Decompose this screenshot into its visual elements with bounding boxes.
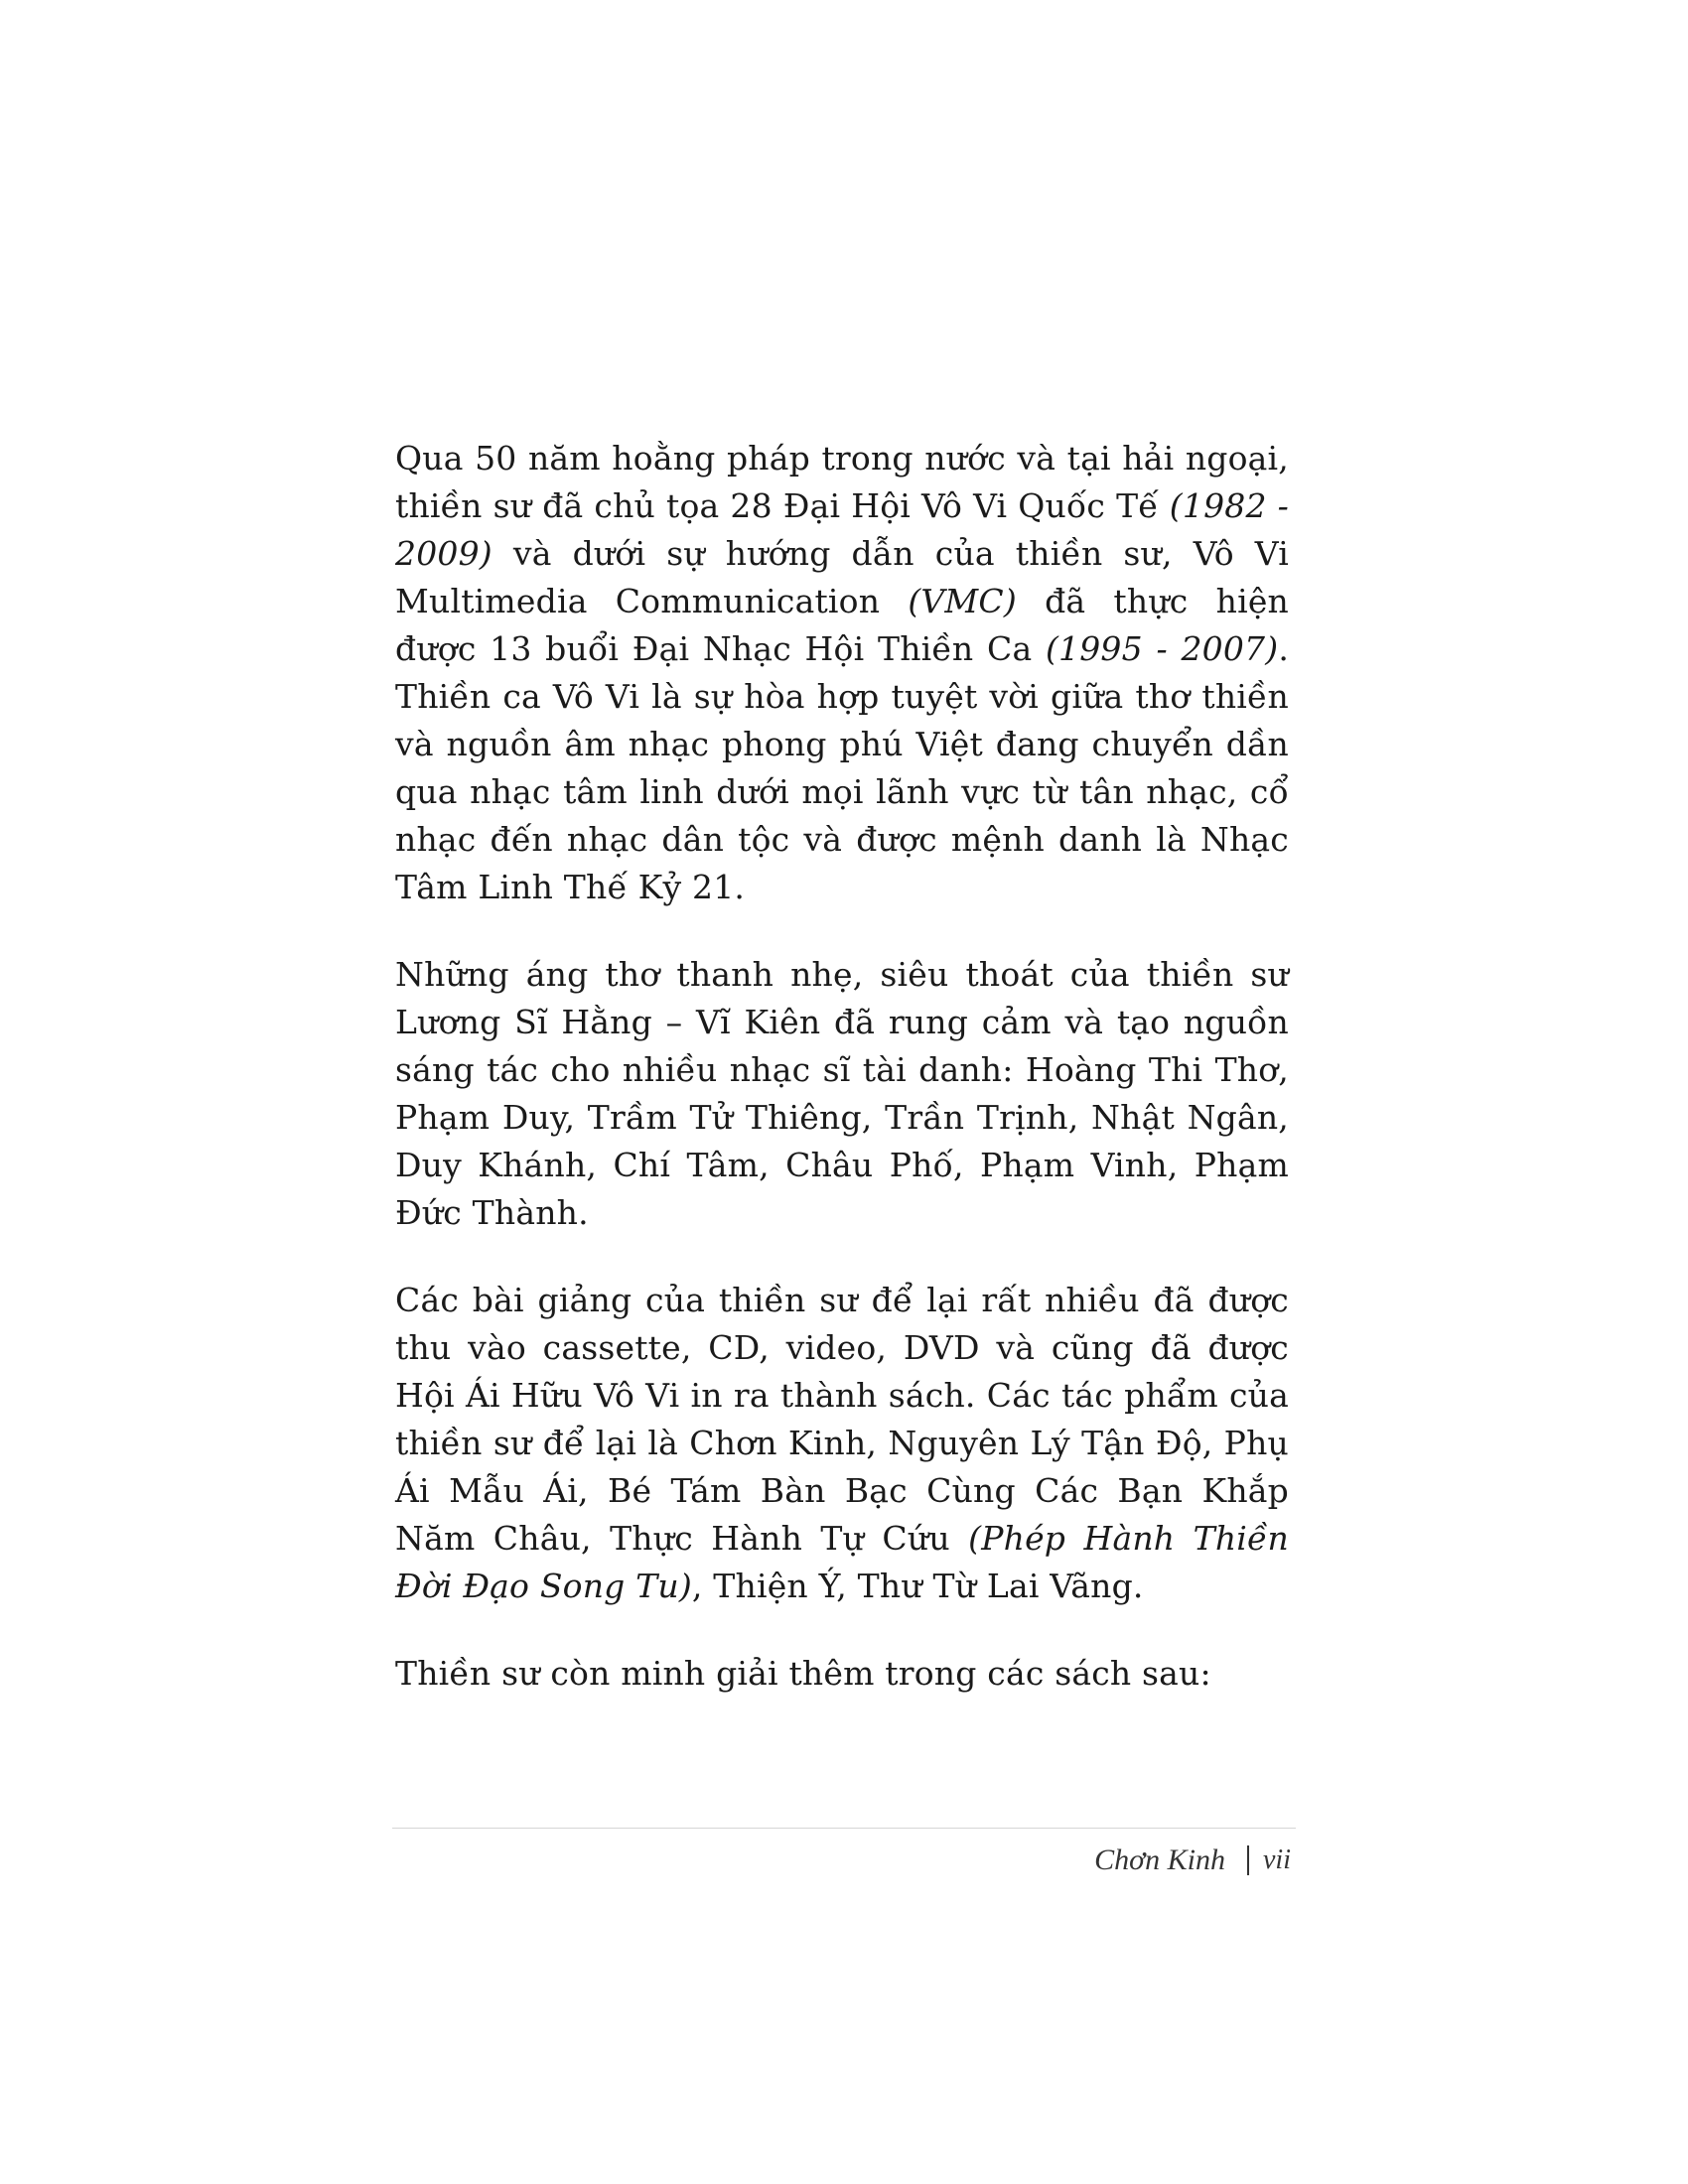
p1-text-4: . Thiền ca Vô Vi là sự hòa hợp tuyệt vời giữa thơ thiền và nguồn âm nhạc phong phú Việt đang chuyển dần qua nhạc tâm linh dưới mọi lãnh vực từ tân nhạc, cổ nhạc đến nhạc dân tộc và được mệnh danh là Nhạc Tâm Linh Thế Kỷ 21.: [395, 629, 1290, 906]
running-footer: [1094, 1839, 1291, 1882]
body-text: [395, 435, 1289, 1698]
footer-divider: [392, 1828, 1296, 1829]
p1-vmc-abbrev: (VMC): [908, 582, 1017, 620]
p3-text-2: , Thiện Ý, Thư Từ Lai Vãng.: [691, 1567, 1144, 1605]
page-number: vii: [1263, 1844, 1291, 1875]
paragraph-1: [395, 435, 1289, 911]
footer-book-title: Chơn Kinh: [1094, 1843, 1225, 1876]
p3-text-1: Các bài giảng của thiền sư để lại rất nhiều đã được thu vào cassette, CD, video, DVD và cũng đã được Hội Ái Hữu Vô Vi in ra thành sách. Các tác phẩm của thiền sư để lại là Chơn Kinh, Nguyên Lý Tận Độ, Phụ Ái Mẫu Ái, Bé Tám Bàn Bạc Cùng Các Bạn Khắp Năm Châu, Thực Hành Tự Cứu: [395, 1281, 1289, 1558]
p1-text-2: và dưới sự hướng dẫn của thiền sư, Vô Vi Multimedia Communication: [395, 534, 1289, 620]
p3-book-subtitle: (Phép Hành Thiền Đời Đạo Song Tu): [395, 1519, 1289, 1605]
paragraph-2: Những áng thơ thanh nhẹ, siêu thoát của thiền sư Lương Sĩ Hằng – Vĩ Kiên đã rung cảm và tạo nguồn sáng tác cho nhiều nhạc sĩ tài danh: Hoàng Thi Thơ, Phạm Duy, Trầm Tử Thiêng, Trần Trịnh, Nhật Ngân, Duy Khánh, Chí Tâm, Châu Phố, Phạm Vinh, Phạm Đức Thành.: [395, 955, 1289, 1232]
footer-separator: [1247, 1845, 1249, 1875]
paragraph-3: [395, 1277, 1289, 1610]
p1-text-1: Qua 50 năm hoằng pháp trong nước và tại hải ngoại, thiền sư đã chủ tọa 28 Đại Hội Vô Vi Quốc Tế: [395, 439, 1289, 525]
paragraph-4: Thiền sư còn minh giải thêm trong các sách sau:: [395, 1654, 1211, 1693]
p1-dates-concerts: (1995 - 2007): [1045, 629, 1279, 668]
p1-dates-congress: (1982 - 2009): [395, 486, 1290, 573]
p1-text-3: đã thực hiện được 13 buổi Đại Nhạc Hội Thiền Ca: [395, 582, 1290, 668]
